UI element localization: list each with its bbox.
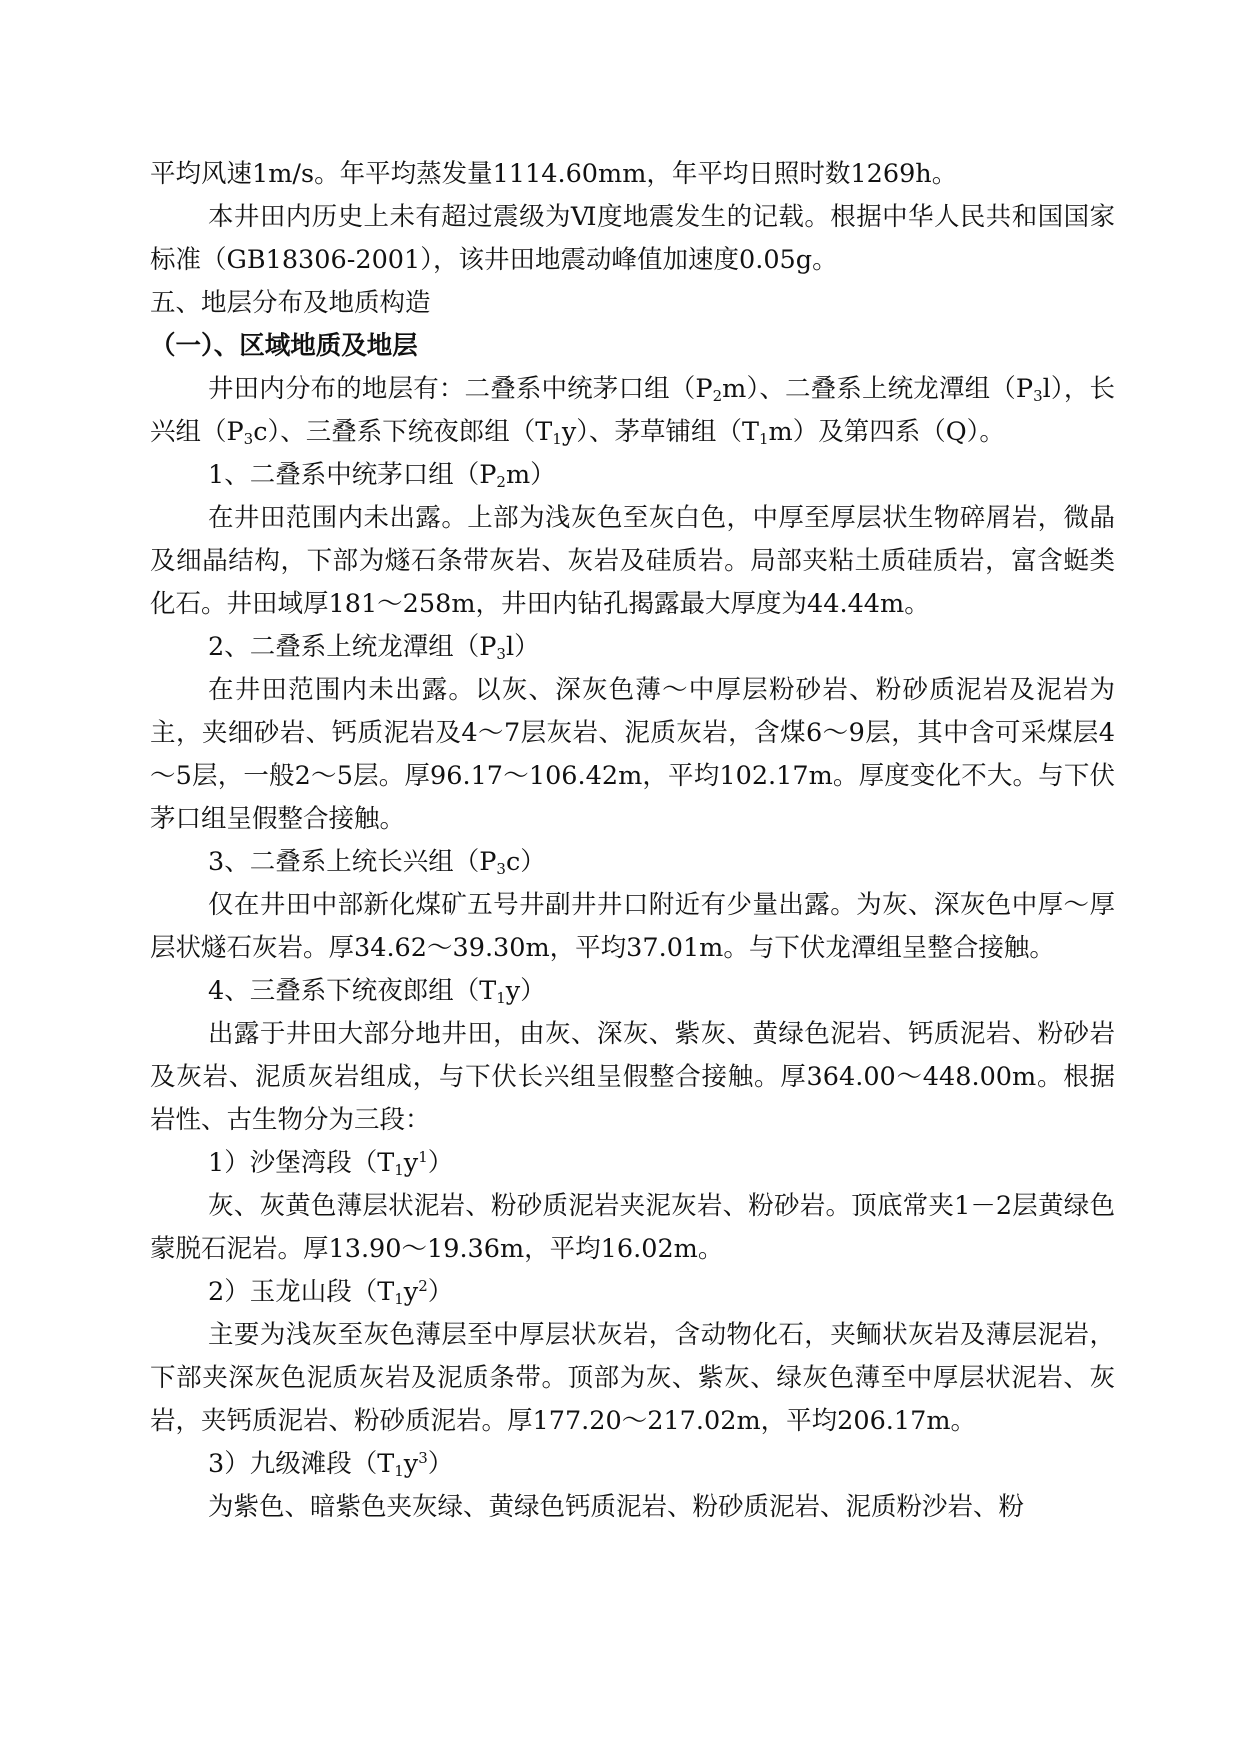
heading-shabaowan-member: 1）沙堡湾段$(T_1y^1)$: [208, 1148, 454, 1179]
paragraph-yulongshan-member: 主要为浅灰至灰色薄层至中厚层状灰岩，含动物化石，夹鲕状灰岩及薄层泥岩，下部夹深灰色泥质灰岩及泥质条带。顶部为灰、紫灰、绿灰色薄至中厚层状泥岩、灰岩，夹钙质泥岩、粉砂质泥岩。厚177.20～217.02m，平均206.17m。: [150, 1320, 1115, 1436]
paragraph-strata-intro: 井田内分布的地层有：二叠系中统茅口组$(P_2m)$、二叠系上统龙潭组$(P_3l)$，长兴组$(P_3c)$、三叠系下统夜郎组$(T_1y)$、茅草铺组$(T_1m)$及第四系（Q）。: [150, 374, 1115, 448]
paragraph-shabaowan-member: 灰、灰黄色薄层状泥岩、粉砂质泥岩夹泥灰岩、粉砂岩。顶底常夹1－2层黄绿色蒙脱石泥岩。厚13.90～19.36m，平均16.02m。: [150, 1191, 1115, 1264]
paragraph-wind-evaporation: 平均风速1m/s。年平均蒸发量1114.60mm，年平均日照时数1269h。: [150, 159, 958, 189]
document-body: [150, 153, 1115, 1529]
paragraph-earthquake: 本井田内历史上未有超过震级为Ⅵ度地震发生的记载。根据中华人民共和国国家标准（GB18306-2001），该井田地震动峰值加速度0.05g。: [150, 202, 1115, 275]
section-heading-strata: 五、地层分布及地质构造: [150, 288, 431, 318]
heading-yulongshan-member: 2）玉龙山段$(T_1y^2)$: [208, 1277, 454, 1308]
subsection-heading-regional-geology: （一）、区域地质及地层: [150, 331, 418, 361]
paragraph-yelang-formation: 出露于井田大部分地井田，由灰、深灰、紫灰、黄绿色泥岩、钙质泥岩、粉砂岩及灰岩、泥质灰岩组成，与下伏长兴组呈假整合接触。厚364.00～448.00m。根据岩性、古生物分为三段：: [150, 1019, 1115, 1135]
heading-changxing-formation: 3、二叠系上统长兴组$(P_3c)$: [208, 847, 546, 878]
paragraph-jiujitan-member: 为紫色、暗紫色夹灰绿、黄绿色钙质泥岩、粉砂质泥岩、泥质粉沙岩、粉: [208, 1492, 1025, 1522]
paragraph-longtan-formation: 在井田范围内未出露。以灰、深灰色薄～中厚层粉砂岩、粉砂质泥岩及泥岩为主，夹细砂岩、钙质泥岩及4～7层灰岩、泥质灰岩，含煤6～9层，其中含可采煤层4～5层，一般2～5层。厚96.17～106.42m，平均102.17m。厚度变化不大。与下伏茅口组呈假整合接触。: [150, 675, 1115, 834]
paragraph-changxing-formation: 仅在井田中部新化煤矿五号井副井井口附近有少量出露。为灰、深灰色中厚～厚层状燧石灰岩。厚34.62～39.30m，平均37.01m。与下伏龙潭组呈整合接触。: [150, 890, 1115, 963]
heading-maokou-formation: 1、二叠系中统茅口组$(P_2m)$: [208, 460, 556, 491]
heading-yelang-formation: 4、三叠系下统夜郎组$(T_1y)$: [208, 976, 546, 1007]
heading-longtan-formation: 2、二叠系上统龙潭组$(P_3l)$: [208, 632, 540, 663]
heading-jiujitan-member: 3）九级滩段$(T_1y^3)$: [208, 1449, 454, 1480]
paragraph-maokou-formation: 在井田范围内未出露。上部为浅灰色至灰白色，中厚至厚层状生物碎屑岩，微晶及细晶结构，下部为燧石条带灰岩、灰岩及硅质岩。局部夹粘土质硅质岩，富含蜓类化石。井田域厚181～258m，井田内钻孔揭露最大厚度为44.44m。: [150, 503, 1115, 619]
